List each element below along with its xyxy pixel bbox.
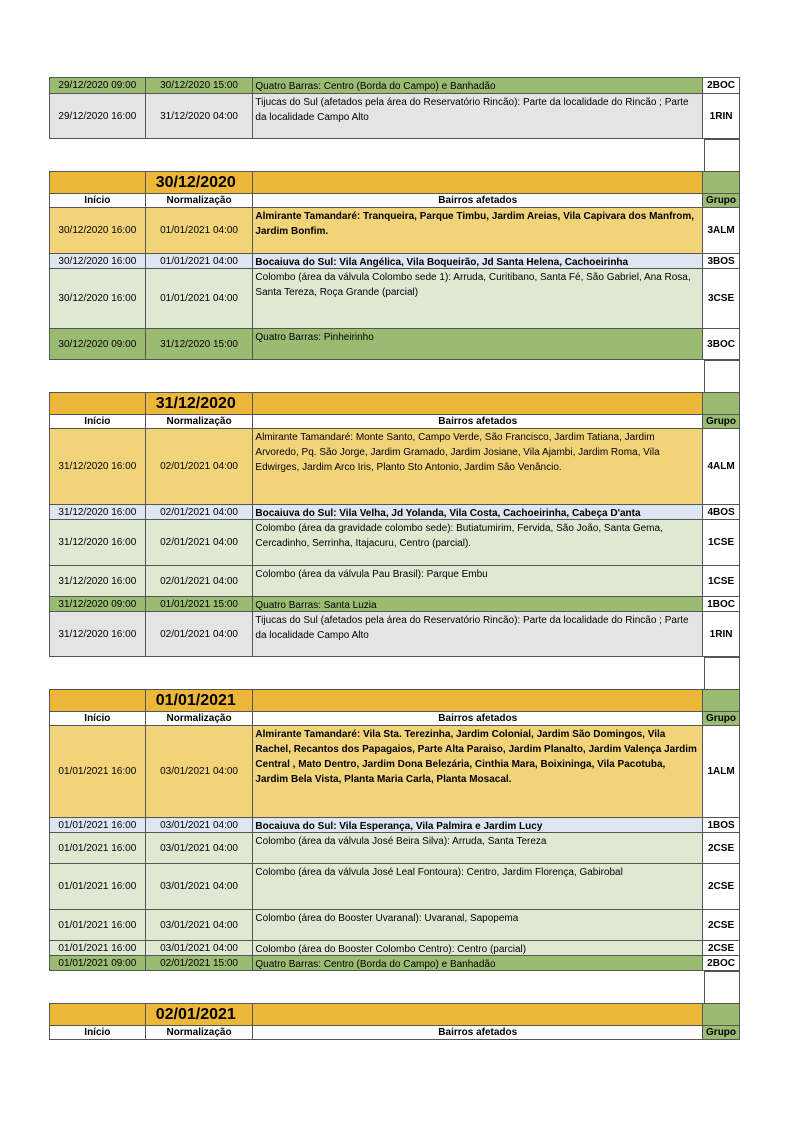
table-row xyxy=(50,910,739,941)
header-bairros: Bairros afetados xyxy=(253,194,703,207)
section-block xyxy=(49,689,740,971)
section-block xyxy=(49,1003,740,1040)
gap-spacer xyxy=(49,971,704,987)
date-blank-cell xyxy=(50,172,146,193)
start-time: 01/01/2021 16:00 xyxy=(50,910,146,940)
start-time: 31/12/2020 16:00 xyxy=(50,520,146,565)
date-row xyxy=(50,690,739,712)
normalization-time: 02/01/2021 04:00 xyxy=(146,505,254,519)
start-time: 31/12/2020 09:00 xyxy=(50,597,146,611)
header-bairros: Bairros afetados xyxy=(253,1026,703,1039)
table-row xyxy=(50,864,739,910)
date-row xyxy=(50,393,739,415)
section-date: 01/01/2021 xyxy=(146,690,254,711)
normalization-time: 31/12/2020 15:00 xyxy=(146,329,254,359)
affected-neighborhoods: Quatro Barras: Centro (Borda do Campo) e Banhadão xyxy=(253,956,703,970)
affected-neighborhoods: Bocaiuva do Sul: Vila Angélica, Vila Boqueirão, Jd Santa Helena, Cachoeirinha xyxy=(253,254,703,268)
section-date: 30/12/2020 xyxy=(146,172,254,193)
start-time: 30/12/2020 16:00 xyxy=(50,269,146,328)
section-block xyxy=(49,171,740,360)
table-row xyxy=(50,505,739,520)
table-row xyxy=(50,208,739,254)
header-inicio: Início xyxy=(50,415,146,428)
normalization-time: 01/01/2021 15:00 xyxy=(146,597,254,611)
table-row xyxy=(50,833,739,864)
group-code: 1ALM xyxy=(703,726,739,817)
table-row xyxy=(50,254,739,269)
normalization-time: 03/01/2021 04:00 xyxy=(146,941,254,955)
normalization-time: 31/12/2020 04:00 xyxy=(146,94,254,138)
header-inicio: Início xyxy=(50,194,146,207)
section-gap xyxy=(49,673,740,689)
start-time: 31/12/2020 16:00 xyxy=(50,612,146,656)
group-code: 2BOC xyxy=(703,956,739,970)
gap-spacer xyxy=(49,657,704,673)
affected-neighborhoods: Colombo (área do Booster Colombo Centro): Centro (parcial) xyxy=(253,941,703,955)
affected-neighborhoods: Tijucas do Sul (afetados pela área do Reservatório Rincão): Parte da localidade do Rincão ; Parte da localidade Campo Alto xyxy=(253,612,703,656)
normalization-time: 03/01/2021 04:00 xyxy=(146,726,254,817)
section-date: 02/01/2021 xyxy=(146,1004,254,1025)
section-date: 31/12/2020 xyxy=(146,393,254,414)
affected-neighborhoods: Bocaiuva do Sul: Vila Esperança, Vila Palmira e Jardim Lucy xyxy=(253,818,703,832)
affected-neighborhoods: Almirante Tamandaré: Vila Sta. Terezinha, Jardim Colonial, Jardim São Domingos, Vila Rachel, Recantos dos Papagaios, Parte Alta Paraiso, Jardim Planalto, Jardim Valença Jardim Central , Mato Dentro, Jardim Dona Belezária, Cinthia Mara, Boixininga, Vila Pacotuba, Jardim Bela Vista, Planta Maria Carla, Planta Mosacal. xyxy=(253,726,703,817)
group-code: 2CSE xyxy=(703,941,739,955)
affected-neighborhoods: Tijucas do Sul (afetados pela área do Reservatório Rincão): Parte da localidade do Rincão ; Parte da localidade Campo Alto xyxy=(253,94,703,138)
header-bairros: Bairros afetados xyxy=(253,415,703,428)
table-row xyxy=(50,726,739,818)
gap-spacer xyxy=(49,673,704,689)
start-time: 30/12/2020 16:00 xyxy=(50,254,146,268)
table-row xyxy=(50,520,739,566)
column-header-row xyxy=(50,1026,739,1040)
group-code: 4BOS xyxy=(703,505,739,519)
header-grupo: Grupo xyxy=(703,712,739,725)
start-time: 29/12/2020 16:00 xyxy=(50,94,146,138)
section-gap xyxy=(49,360,740,376)
group-code: 2CSE xyxy=(703,864,739,909)
start-time: 01/01/2021 16:00 xyxy=(50,726,146,817)
affected-neighborhoods: Quatro Barras: Pinheirinho xyxy=(253,329,703,359)
table-row xyxy=(50,956,739,971)
gap-group-cell xyxy=(704,155,740,171)
table-row xyxy=(50,329,739,360)
header-normalizacao: Normalização xyxy=(146,194,254,207)
normalization-time: 02/01/2021 04:00 xyxy=(146,566,254,596)
group-code: 1CSE xyxy=(703,520,739,565)
gap-group-cell xyxy=(704,376,740,392)
schedule-sheet xyxy=(49,77,740,1040)
gap-spacer xyxy=(49,139,704,155)
date-group-cell xyxy=(703,172,739,193)
table-row xyxy=(50,612,739,657)
header-normalizacao: Normalização xyxy=(146,1026,254,1039)
group-code: 1RIN xyxy=(703,94,739,138)
start-time: 31/12/2020 16:00 xyxy=(50,505,146,519)
normalization-time: 02/01/2021 15:00 xyxy=(146,956,254,970)
start-time: 30/12/2020 16:00 xyxy=(50,208,146,253)
date-fill-cell xyxy=(253,393,703,414)
start-time: 01/01/2021 16:00 xyxy=(50,818,146,832)
affected-neighborhoods: Quatro Barras: Santa Luzia xyxy=(253,597,703,611)
gap-group-cell xyxy=(704,971,740,987)
group-code: 2BOC xyxy=(703,78,739,93)
date-blank-cell xyxy=(50,690,146,711)
group-code: 3ALM xyxy=(703,208,739,253)
table-row xyxy=(50,818,739,833)
table-row xyxy=(50,597,739,612)
normalization-time: 01/01/2021 04:00 xyxy=(146,254,254,268)
header-inicio: Início xyxy=(50,1026,146,1039)
normalization-time: 01/01/2021 04:00 xyxy=(146,208,254,253)
table-row xyxy=(50,429,739,505)
normalization-time: 30/12/2020 15:00 xyxy=(146,78,254,93)
normalization-time: 02/01/2021 04:00 xyxy=(146,429,254,504)
affected-neighborhoods: Colombo (área da válvula Pau Brasil): Parque Embu xyxy=(253,566,703,596)
start-time: 01/01/2021 16:00 xyxy=(50,864,146,909)
affected-neighborhoods: Bocaiuva do Sul: Vila Velha, Jd Yolanda, Vila Costa, Cachoeirinha, Cabeça D'anta xyxy=(253,505,703,519)
start-time: 01/01/2021 16:00 xyxy=(50,941,146,955)
header-grupo: Grupo xyxy=(703,415,739,428)
start-time: 01/01/2021 09:00 xyxy=(50,956,146,970)
section-gap xyxy=(49,987,740,1003)
header-grupo: Grupo xyxy=(703,1026,739,1039)
date-fill-cell xyxy=(253,1004,703,1025)
gap-group-cell xyxy=(704,139,740,155)
affected-neighborhoods: Quatro Barras: Centro (Borda do Campo) e Banhadão xyxy=(253,78,703,93)
section-gap xyxy=(49,139,740,155)
section-gap xyxy=(49,657,740,673)
affected-neighborhoods: Colombo (área da válvula Colombo sede 1): Arruda, Curitibano, Santa Fé, São Gabriel, Ana Rosa, Santa Tereza, Roça Grande (parcial) xyxy=(253,269,703,328)
header-grupo: Grupo xyxy=(703,194,739,207)
date-row xyxy=(50,172,739,194)
normalization-time: 03/01/2021 04:00 xyxy=(146,833,254,863)
header-inicio: Início xyxy=(50,712,146,725)
gap-group-cell xyxy=(704,673,740,689)
affected-neighborhoods: Almirante Tamandaré: Tranqueira, Parque Timbu, Jardim Areias, Vila Capivara dos Manfrom, Jardim Bonfim. xyxy=(253,208,703,253)
affected-neighborhoods: Colombo (área da válvula José Beira Silva): Arruda, Santa Tereza xyxy=(253,833,703,863)
start-time: 01/01/2021 16:00 xyxy=(50,833,146,863)
group-code: 2CSE xyxy=(703,833,739,863)
date-group-cell xyxy=(703,1004,739,1025)
column-header-row xyxy=(50,712,739,726)
section-block xyxy=(49,392,740,657)
table-row xyxy=(50,269,739,329)
group-code: 1CSE xyxy=(703,566,739,596)
normalization-time: 03/01/2021 04:00 xyxy=(146,864,254,909)
date-blank-cell xyxy=(50,393,146,414)
group-code: 3BOC xyxy=(703,329,739,359)
start-time: 29/12/2020 09:00 xyxy=(50,78,146,93)
affected-neighborhoods: Colombo (área da válvula José Leal Fontoura): Centro, Jardim Florença, Gabirobal xyxy=(253,864,703,909)
date-fill-cell xyxy=(253,690,703,711)
date-blank-cell xyxy=(50,1004,146,1025)
normalization-time: 01/01/2021 04:00 xyxy=(146,269,254,328)
gap-group-cell xyxy=(704,360,740,376)
gap-spacer xyxy=(49,155,704,171)
gap-spacer xyxy=(49,360,704,376)
column-header-row xyxy=(50,415,739,429)
group-code: 4ALM xyxy=(703,429,739,504)
affected-neighborhoods: Colombo (área do Booster Uvaranal): Uvaranal, Sapopema xyxy=(253,910,703,940)
section-gap xyxy=(49,155,740,171)
section-gap xyxy=(49,971,740,987)
gap-group-cell xyxy=(704,987,740,1003)
start-time: 30/12/2020 09:00 xyxy=(50,329,146,359)
table-row xyxy=(50,78,739,94)
date-group-cell xyxy=(703,393,739,414)
column-header-row xyxy=(50,194,739,208)
normalization-time: 02/01/2021 04:00 xyxy=(146,612,254,656)
normalization-time: 03/01/2021 04:00 xyxy=(146,818,254,832)
header-bairros: Bairros afetados xyxy=(253,712,703,725)
gap-spacer xyxy=(49,987,704,1003)
header-normalizacao: Normalização xyxy=(146,712,254,725)
normalization-time: 02/01/2021 04:00 xyxy=(146,520,254,565)
group-code: 1BOS xyxy=(703,818,739,832)
group-code: 1BOC xyxy=(703,597,739,611)
table-row xyxy=(50,566,739,597)
date-group-cell xyxy=(703,690,739,711)
start-time: 31/12/2020 16:00 xyxy=(50,429,146,504)
header-normalizacao: Normalização xyxy=(146,415,254,428)
gap-group-cell xyxy=(704,657,740,673)
gap-spacer xyxy=(49,376,704,392)
group-code: 2CSE xyxy=(703,910,739,940)
start-time: 31/12/2020 16:00 xyxy=(50,566,146,596)
group-code: 3CSE xyxy=(703,269,739,328)
date-row xyxy=(50,1004,739,1026)
table-row xyxy=(50,941,739,956)
section-block xyxy=(49,77,740,139)
group-code: 1RIN xyxy=(703,612,739,656)
normalization-time: 03/01/2021 04:00 xyxy=(146,910,254,940)
group-code: 3BOS xyxy=(703,254,739,268)
date-fill-cell xyxy=(253,172,703,193)
affected-neighborhoods: Colombo (área da gravidade colombo sede): Butiatumirim, Fervida, São João, Santa Gema, Cercadinho, Serrinha, Itajacuru, Centro (parcial). xyxy=(253,520,703,565)
affected-neighborhoods: Almirante Tamandaré: Monte Santo, Campo Verde, São Francisco, Jardim Tatiana, Jardim Arvoredo, Pq. São Jorge, Jardim Gramado, Jardim Josiane, Vila Ajambi, Jardim Roma, Vila Edwirges, Jardim Arco Iris, Planto Sto Antonio, Jardim São Venâncio. xyxy=(253,429,703,504)
table-row xyxy=(50,94,739,139)
section-gap xyxy=(49,376,740,392)
